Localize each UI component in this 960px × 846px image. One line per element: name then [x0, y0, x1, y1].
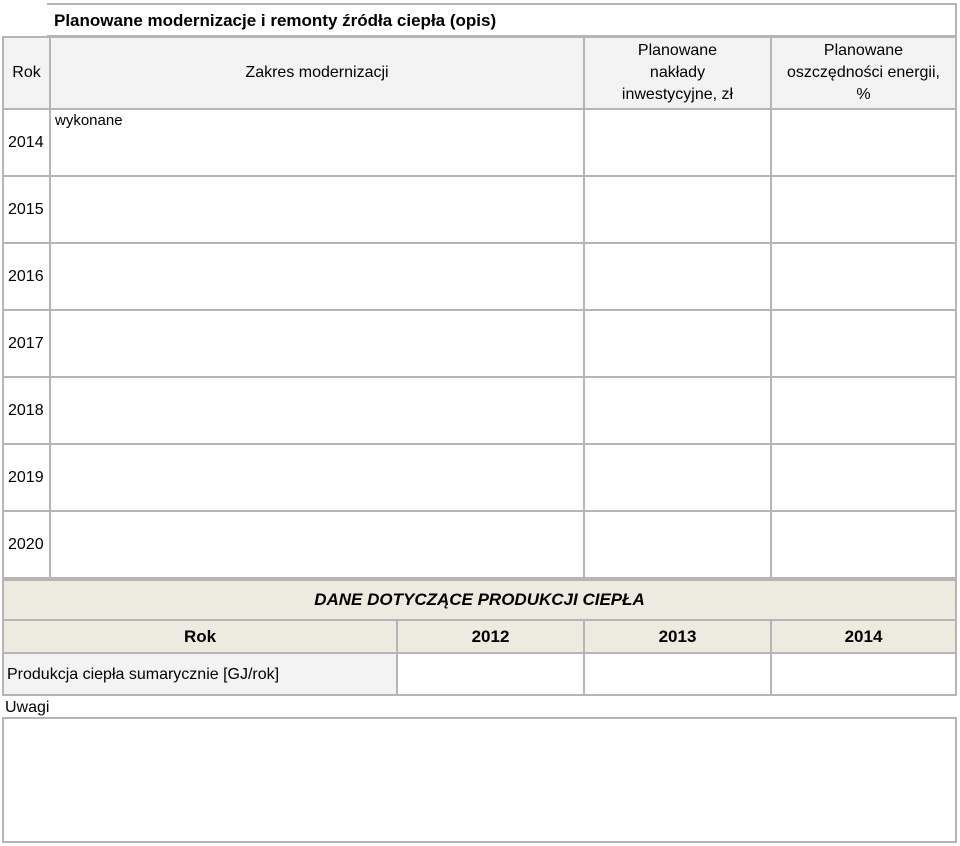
- savings-cell[interactable]: [770, 175, 957, 244]
- year-label: 2015: [8, 201, 44, 218]
- savings-cell[interactable]: [770, 510, 957, 579]
- header-savings-label: Planowane oszczędności energii, %: [787, 42, 940, 103]
- production-row-label-cell: [2, 652, 398, 696]
- investment-cell[interactable]: [583, 108, 772, 177]
- year-cell: [2, 443, 51, 512]
- production-year-label: Rok: [183, 626, 217, 646]
- production-value-2012[interactable]: [396, 652, 585, 696]
- scope-cell[interactable]: [49, 376, 585, 445]
- header-investment-label: Planowane nakłady inwestycyjne, zł: [621, 42, 734, 103]
- production-year-header: [2, 619, 398, 654]
- year-label: 2016: [8, 268, 44, 285]
- savings-cell[interactable]: [770, 443, 957, 512]
- year-cell: [2, 242, 51, 311]
- scope-note: wykonane: [55, 112, 123, 129]
- production-year-col: [396, 619, 585, 654]
- header-scope: [49, 36, 585, 110]
- scope-cell[interactable]: [49, 510, 585, 579]
- year-cell: [2, 376, 51, 445]
- savings-cell[interactable]: [770, 242, 957, 311]
- year-label: 2018: [8, 402, 44, 419]
- production-section-title: DANE DOTYCZĄCE PRODUKCJI CIEPŁA: [314, 590, 645, 609]
- header-year-label: Rok: [12, 64, 41, 81]
- year-label: 2019: [8, 469, 44, 486]
- page-title: Planowane modernizacje i remonty źródła ciepła (opis): [54, 11, 497, 30]
- header-scope-label: Zakres modernizacji: [245, 64, 389, 81]
- production-section-header: [2, 579, 957, 621]
- investment-cell[interactable]: [583, 443, 772, 512]
- year-cell: [2, 175, 51, 244]
- year-label: 2020: [8, 536, 44, 553]
- production-value-2014[interactable]: [770, 652, 957, 696]
- title-box: [47, 3, 957, 37]
- production-year-2013: 2013: [658, 626, 697, 646]
- production-year-col: [583, 619, 772, 654]
- year-cell: [2, 309, 51, 378]
- header-year: [2, 36, 51, 110]
- investment-cell[interactable]: [583, 309, 772, 378]
- production-year-2014: 2014: [844, 626, 883, 646]
- investment-cell[interactable]: [583, 510, 772, 579]
- year-cell: [2, 510, 51, 579]
- savings-cell[interactable]: [770, 309, 957, 378]
- header-investment: [583, 36, 772, 110]
- remarks-label: Uwagi: [5, 699, 50, 716]
- production-year-2012: 2012: [471, 626, 510, 646]
- scope-cell[interactable]: [49, 443, 585, 512]
- year-cell: [2, 108, 51, 177]
- scope-cell[interactable]: [49, 242, 585, 311]
- investment-cell[interactable]: [583, 376, 772, 445]
- scope-cell[interactable]: [49, 309, 585, 378]
- production-year-col: [770, 619, 957, 654]
- production-row-label: Produkcja ciepła sumarycznie [GJ/rok]: [7, 666, 280, 683]
- scope-cell[interactable]: [49, 108, 585, 177]
- production-value-2013[interactable]: [583, 652, 772, 696]
- savings-cell[interactable]: [770, 376, 957, 445]
- remarks-box[interactable]: [2, 717, 957, 843]
- year-label: 2014: [8, 134, 44, 151]
- investment-cell[interactable]: [583, 175, 772, 244]
- scope-cell[interactable]: [49, 175, 585, 244]
- investment-cell[interactable]: [583, 242, 772, 311]
- year-label: 2017: [8, 335, 44, 352]
- savings-cell[interactable]: [770, 108, 957, 177]
- header-savings: [770, 36, 957, 110]
